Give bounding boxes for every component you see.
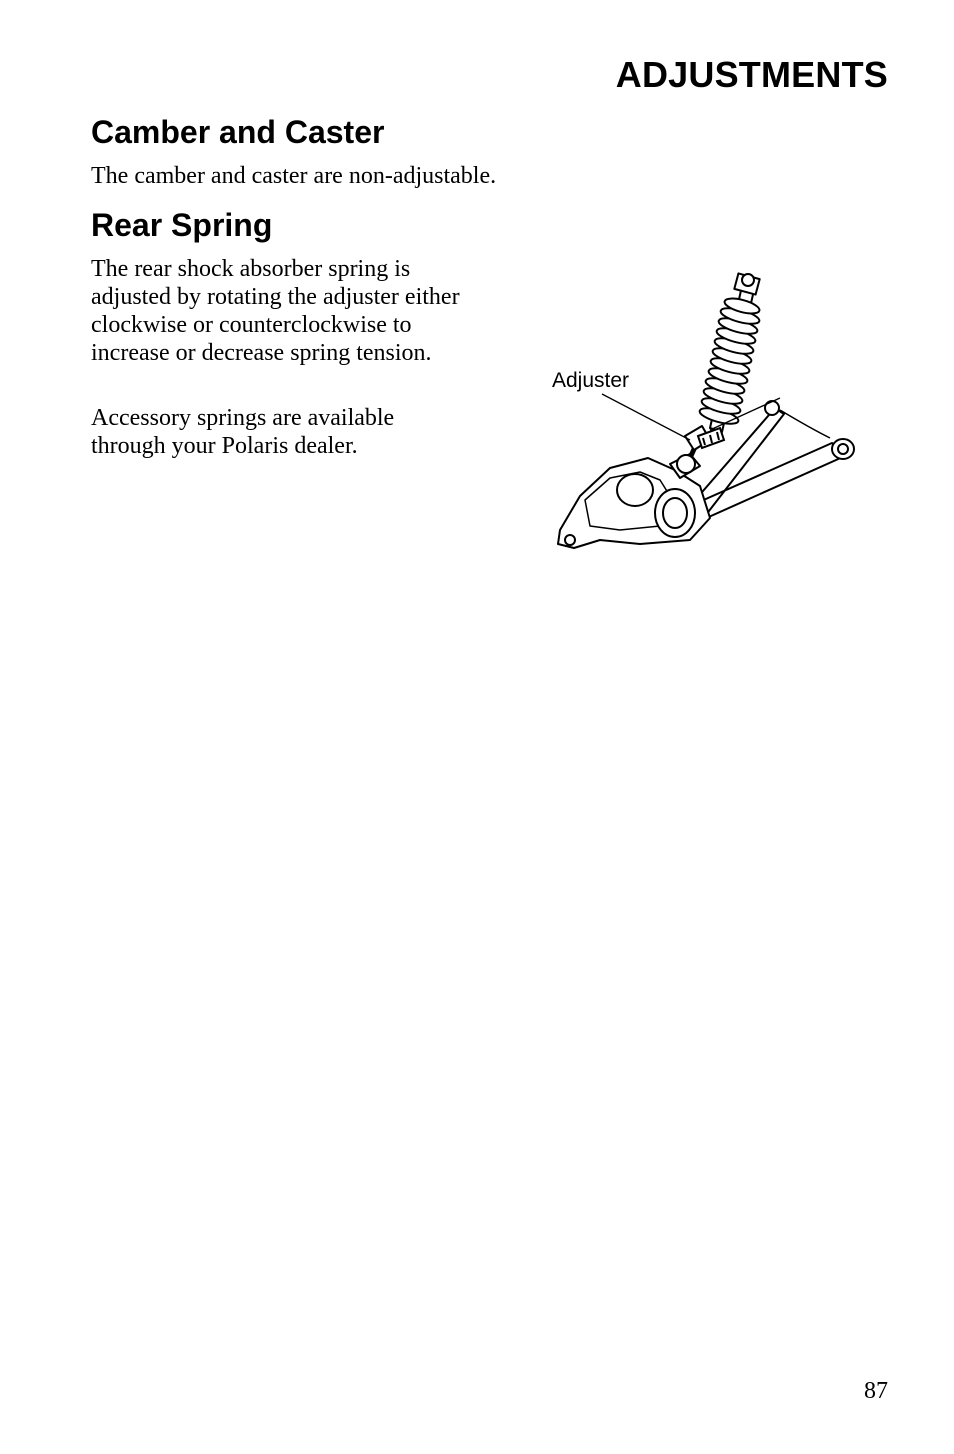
section-title: ADJUSTMENTS <box>615 54 888 95</box>
camber-caster-heading: Camber and Caster <box>91 114 385 150</box>
rear-shock-illustration <box>540 268 870 558</box>
page-number: 87 <box>864 1378 888 1404</box>
rear-spring-heading: Rear Spring <box>91 207 273 243</box>
rear-spring-paragraph: The rear shock absorber spring is adjusted by rotating the adjuster either clockwise or counterclockwise to increase or decrease spring tension. <box>91 256 460 366</box>
accessory-springs-paragraph: Accessory springs are available through your Polaris dealer. <box>91 405 395 459</box>
camber-caster-text: The camber and caster are non-adjustable. <box>91 163 497 189</box>
adjuster-callout-label: Adjuster <box>552 369 630 392</box>
coil-spring <box>698 296 761 427</box>
